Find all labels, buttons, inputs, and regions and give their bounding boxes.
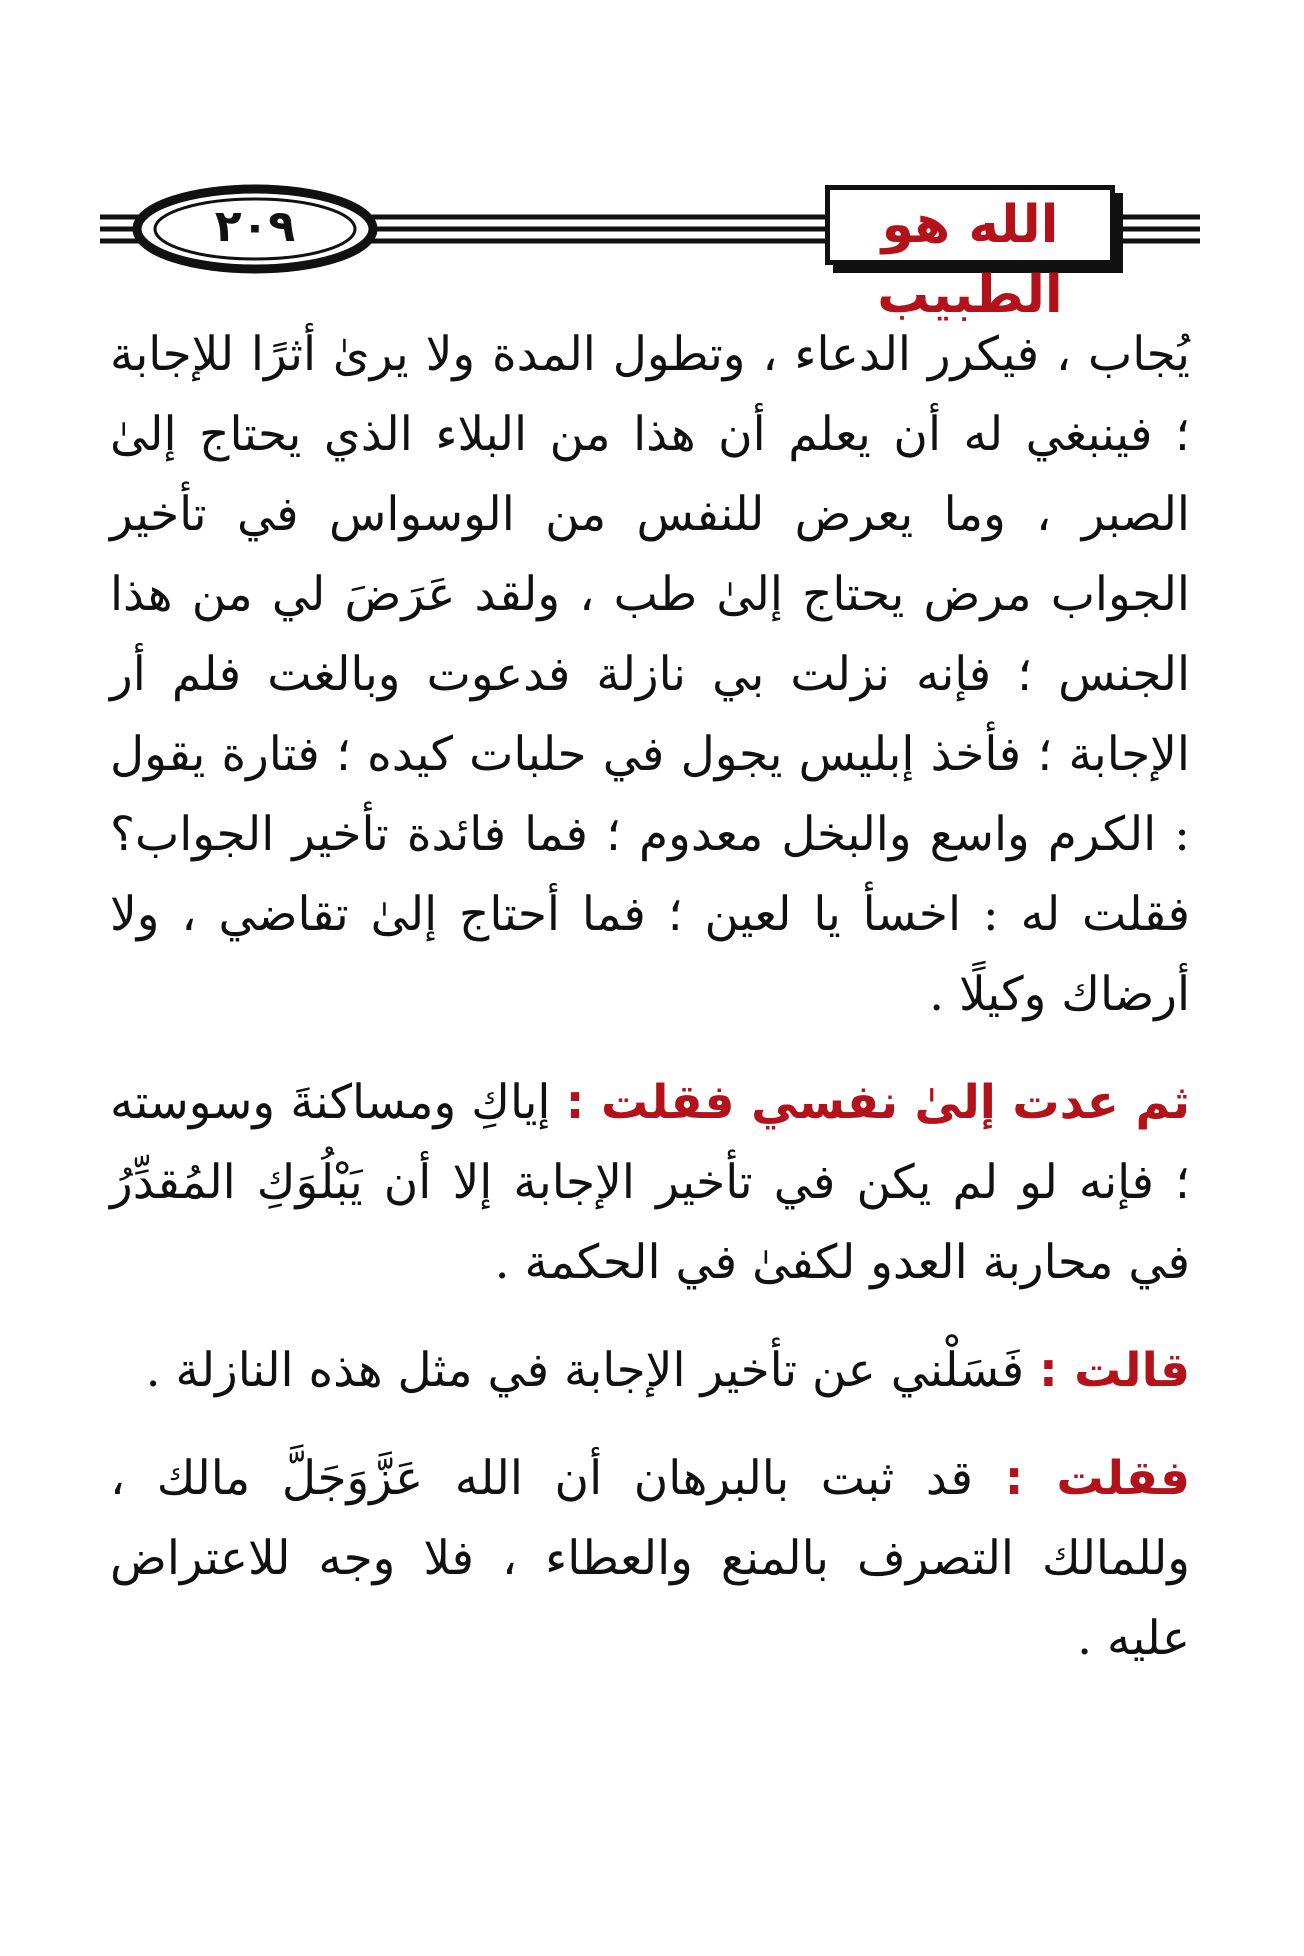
paragraph-4-text-b: مالك ، وللمالك التصرف بالمنع والعطاء ، فلا وجه للاعتراض عليه . xyxy=(110,1451,1190,1666)
paragraph-4-lead: فقلت : xyxy=(1004,1451,1190,1506)
honorific-glyph: عَزَّوَجَلَّ xyxy=(281,1451,424,1506)
paragraph-3 xyxy=(110,1331,1190,1411)
paragraph-2 xyxy=(110,1063,1190,1303)
page-number: ٢٠٩ xyxy=(214,201,296,252)
page-header xyxy=(100,175,1200,325)
running-title-box xyxy=(825,185,1115,325)
paragraph-1: يُجاب ، فيكرر الدعاء ، وتطول المدة ولا يرىٰ أثرًا للإجابة ؛ فينبغي له أن يعلم أن هذا من البلاء الذي يحتاج إلىٰ الصبر ، وما يعرض للنفس من الوسواس في تأخير الجواب مرض يحتاج إلىٰ طب ، ولقد عَرَضَ لي من هذا الجنس ؛ فإنه نزلت بي نازلة فدعوت وبالغت فلم أر الإجابة ؛ فأخذ إبليس يجول في حلبات كيده ؛ فتارة يقول : الكرم واسع والبخل معدوم ؛ فما فائدة تأخير الجواب؟ فقلت له : اخسأ يا لعين ؛ فما أحتاج إلىٰ تقاضي ، ولا أرضاك وكيلًا . xyxy=(110,327,1190,1022)
page-content xyxy=(110,315,1190,1707)
paragraph-3-text: فَسَلْني عن تأخير الإجابة في مثل هذه النازلة . xyxy=(145,1343,1025,1398)
paragraph-4-text-a: قد ثبت بالبرهان أن الله xyxy=(454,1451,973,1506)
paragraph-4 xyxy=(110,1439,1190,1679)
paragraph-2-text: إياكِ ومساكنةَ وسوسته ؛ فإنه لو لم يكن في تأخير الإجابة إلا أن يَبْلُوَكِ المُقدِّرُ في محاربة العدو لكفىٰ في الحكمة . xyxy=(110,1075,1190,1290)
paragraph-3-lead: قالت : xyxy=(1039,1343,1190,1398)
paragraph-2-lead: ثم عدت إلىٰ نفسي فقلت : xyxy=(565,1075,1190,1130)
running-title: الله هو الطبيب xyxy=(877,195,1063,325)
